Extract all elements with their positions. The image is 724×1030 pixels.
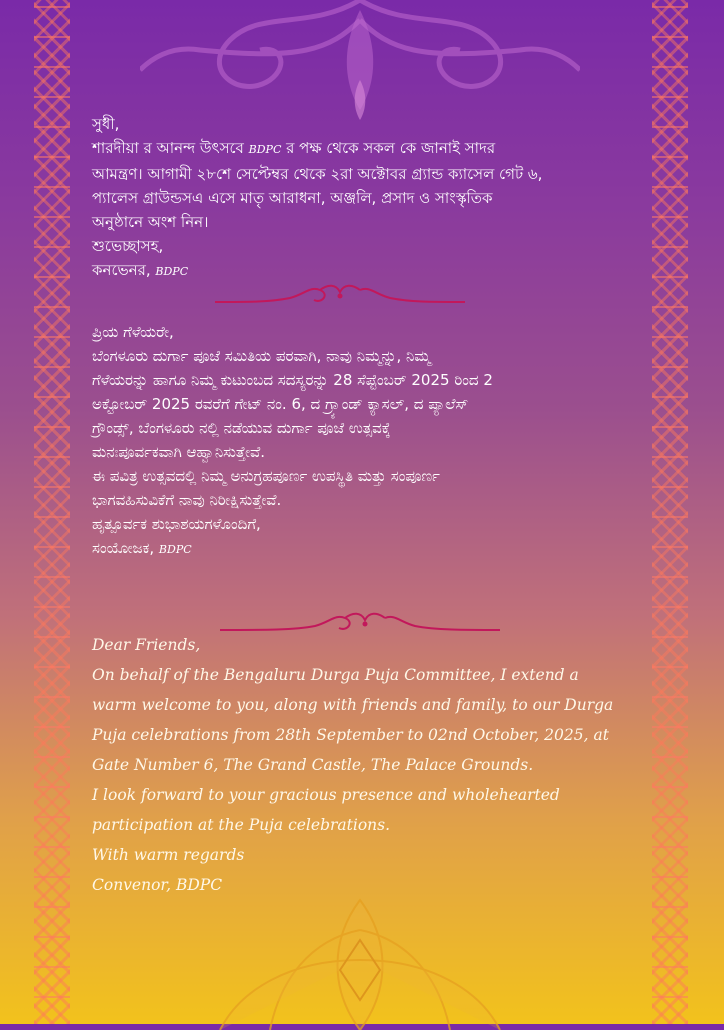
bengali-line-3: প্যালেস গ্রাউন্ডসএ এসে মাতৃ আরাধনা, অঞ্জলি, প্রসাদ ও সাংস্কৃতিক — [92, 189, 493, 207]
english-line-5: I look forward to your gracious presence and wholehearted — [92, 786, 560, 804]
floral-scroll-ornament-icon — [140, 0, 580, 130]
kannada-signature-org: BDPC — [158, 543, 192, 556]
english-line-1: On behalf of the Bengaluru Durga Puja Committee, I extend a — [92, 666, 579, 684]
english-line-2: warm welcome to you, along with friends and family, to our Durga — [92, 696, 614, 714]
kannada-greeting: ಪ್ರಿಯ ಗೆಳೆಯರೇ, — [92, 323, 174, 341]
kannada-line-3: ಅಕ್ಟೋಬರ್ 2025 ರವರೆಗೆ ಗೇಟ್ ನಂ. 6, ದ ಗ್ರ್ಯಾಂಡ್ ಕ್ಯಾಸಲ್, ದ ಪ್ಯಾಲೆಸ್ — [92, 395, 469, 413]
english-greeting: Dear Friends, — [92, 636, 201, 654]
bengali-greeting: সুধী, — [92, 115, 120, 133]
english-line-3: Puja celebrations from 28th September to 02nd October, 2025, at — [92, 726, 609, 744]
lotus-ornament-icon — [160, 880, 560, 1030]
english-message — [92, 630, 652, 900]
bengali-signature-org: BDPC — [155, 265, 189, 278]
english-signature: Convenor, BDPC — [92, 876, 223, 894]
left-floral-border — [34, 0, 70, 1024]
bengali-line-1-text-b: র পক্ষ থেকে সকল কে জানাই সাদর — [281, 139, 496, 157]
kannada-line-5: ಮನಃಪೂರ್ವಕವಾಗಿ ಆಹ್ವಾನಿಸುತ್ತೇವೆ. — [92, 443, 266, 461]
kannada-line-6: ಈ ಪವಿತ್ರ ಉತ್ಸವದಲ್ಲಿ ನಿಮ್ಮ ಅನುಗ್ರಹಪೂರ್ಣ ಉಪಸ್ಥಿತಿ ಮತ್ತು ಸಂಪೂರ್ಣ — [92, 467, 440, 485]
bengali-signature-role: কনভেনর, — [92, 261, 156, 279]
bengali-line-1-text: শারদীয়া র আনন্দ উৎসবে — [92, 139, 249, 157]
bengali-line-4: অনুষ্ঠানে অংশ নিন। — [92, 213, 209, 231]
kannada-line-2: ಗೆಳೆಯರನ್ನು ಹಾಗೂ ನಿಮ್ಮ ಕುಟುಂಬದ ಸದಸ್ಯರನ್ನು 28 ಸೆಪ್ಟೆಂಬರ್ 2025 ರಿಂದ 2 — [92, 371, 493, 389]
english-line-6: participation at the Puja celebrations. — [92, 816, 391, 834]
english-line-4: Gate Number 6, The Grand Castle, The Palace Grounds. — [92, 756, 534, 774]
right-floral-border — [652, 0, 688, 1024]
swirl-divider-icon — [210, 282, 470, 312]
english-regards: With warm regards — [92, 846, 245, 864]
kannada-line-7: ಭಾಗವಹಿಸುವಿಕೆಗೆ ನಾವು ನಿರೀಕ್ಷಿಸುತ್ತೇವೆ. — [92, 491, 282, 509]
bengali-line-1 — [92, 136, 652, 162]
bengali-line-2: আমন্ত্রণ। আগামী ২৮শে সেপ্টেম্বর থেকে ২রা অক্টোবর গ্র্যান্ড ক্যাসেল গেট ৬, — [92, 165, 543, 183]
kannada-signature-role: ಸಂಯೋಜಕ, — [92, 539, 159, 557]
bengali-signature — [92, 258, 652, 284]
bengali-message — [92, 112, 652, 284]
kannada-line-1: ಬೆಂಗಳೂರು ದುರ್ಗಾ ಪೂಜೆ ಸಮಿತಿಯ ಪರವಾಗಿ, ನಾವು ನಿಮ್ಮನ್ನು, ನಿಮ್ಮ — [92, 347, 431, 365]
kannada-message — [92, 320, 652, 562]
kannada-signature — [92, 536, 652, 562]
bengali-org-abbrev: BDPC — [248, 143, 282, 156]
kannada-regards: ಹೃತ್ಪೂರ್ವಕ ಶುಭಾಶಯಗಳೊಂದಿಗೆ, — [92, 515, 261, 533]
bengali-regards: শুভেচ্ছাসহ, — [92, 237, 164, 255]
kannada-line-4: ಗ್ರೌಂಡ್ಸ್, ಬೆಂಗಳೂರು ನಲ್ಲಿ ನಡೆಯುವ ದುರ್ಗಾ ಪೂಜೆ ಉತ್ಸವಕ್ಕೆ — [92, 419, 391, 437]
